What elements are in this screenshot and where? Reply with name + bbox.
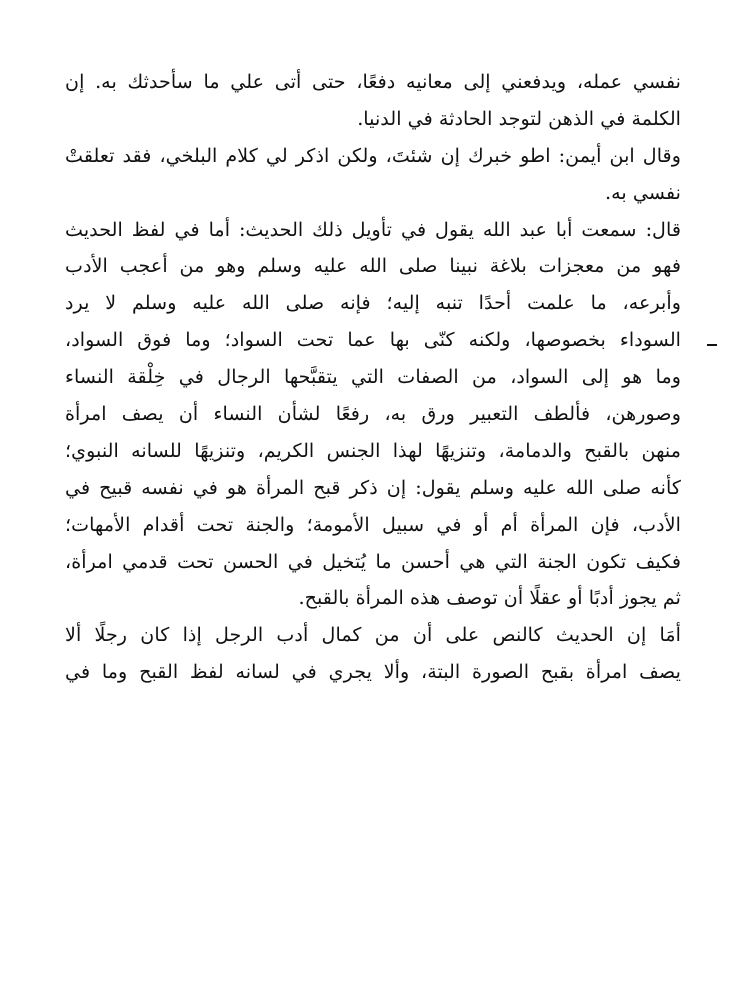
text-line: السوداء بخصوصها، ولكنه كنّى بها عما تحت السواد؛ وما فوق السواد،: [65, 328, 681, 352]
text-line: ثم يجوز أدبًا أو عقلًا أن توصف هذه المرأة بالقبح.: [298, 586, 681, 610]
document-page: [65, 64, 681, 691]
text-line: نفسي عمله، ويدفعني إلى معانيه دفعًا، حتى أتى علي ما سأحدثك به. إن: [65, 70, 681, 93]
text-line: يصف امرأة بقبح الصورة البتة، وألا يجري في لسانه لفظ القبح وما في: [65, 660, 681, 684]
text-line: أمَا إن الحديث كالنص على أن من كمال أدب الرجل إذا كان رجلًا ألا: [65, 623, 681, 647]
margin-dash-mark: [707, 344, 717, 346]
text-line: وقال ابن أيمن: اطو خبرك إن شئتَ، ولكن اذكر لي كلام البلخي، فقد تعلقتْ: [65, 143, 681, 167]
text-line: فهو من معجزات بلاغة نبينا صلى الله عليه وسلم وهو من أعجب الأدب: [65, 254, 681, 278]
text-line: منهن بالقبح والدمامة، وتنزيهًا لهذا الجنس الكريم، وتنزيهًا للسانه النبوي؛: [65, 438, 681, 462]
text-line: وما هو إلى السواد، من الصفات التي يتقبَّحها الرجال في خِلْقة النساء: [65, 365, 681, 389]
text-line: نفسي به.: [605, 180, 681, 204]
text-line: قال: سمعت أبا عبد الله يقول في تأويل ذلك الحديث: أما في لفظ الحديث: [65, 217, 681, 241]
text-line: وأبرعه، ما علمت أحدًا تنبه إليه؛ فإنه صلى الله عليه وسلم لا يرد: [65, 291, 681, 315]
text-line: الأدب، فإن المرأة أم أو في سبيل الأمومة؛ والجنة تحت أقدام الأمهات؛: [65, 512, 681, 536]
text-line: الكلمة في الذهن لتوجد الحادثة في الدنيا.: [357, 106, 681, 130]
text-line: فكيف تكون الجنة التي هي أحسن ما يُتخيل في الحسن تحت قدمي امرأة،: [65, 549, 681, 573]
text-line: وصورهن، فألطف التعبير ورق به، رفعًا لشأن النساء أن يصف امرأة: [65, 402, 681, 426]
text-line: كأنه صلى الله عليه وسلم يقول: إن ذكر قبح المرأة هو في نفسه قبيح في: [65, 475, 681, 499]
